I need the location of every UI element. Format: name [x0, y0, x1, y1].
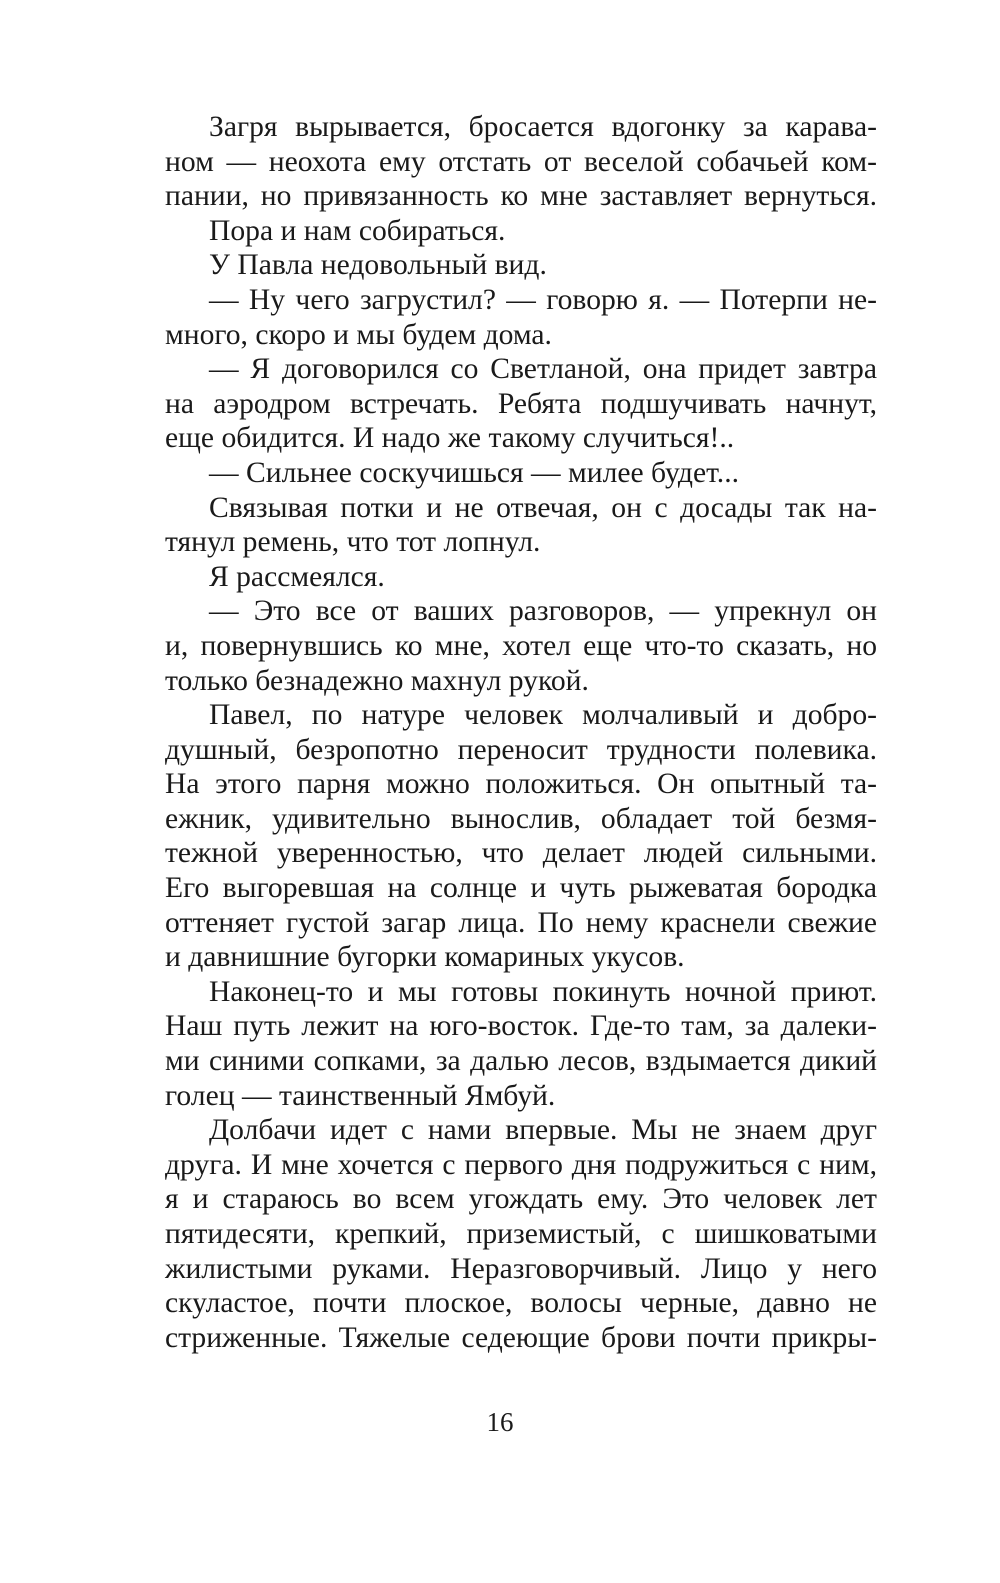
text-line: ном — неохота ему отстать от веселой собачьей ком- — [165, 145, 877, 178]
text-line: Павел, по натуре человек молчаливый и добро- — [209, 699, 877, 732]
text-line: скуластое, почти плоское, волосы черные, давно не — [165, 1287, 877, 1320]
text-line: на аэродром встречать. Ребята подшучивать начнут, — [165, 387, 877, 420]
text-line: я и стараюсь во всем угождать ему. Это человек лет — [165, 1183, 877, 1216]
body-text — [165, 110, 877, 1355]
text-line: и, повернувшись ко мне, хотел еще что-то сказать, но — [165, 629, 877, 662]
text-line: голец — таинственный Ямбуй. — [165, 1079, 556, 1112]
text-line: жилистыми руками. Неразговорчивый. Лицо у него — [165, 1252, 877, 1285]
text-line: стриженные. Тяжелые седеющие брови почти прикры- — [165, 1321, 877, 1354]
text-line: пании, но привязанность ко мне заставляет вернуться. — [165, 180, 877, 213]
text-line: У Павла недовольный вид. — [209, 249, 547, 282]
text-line: — Сильнее соскучишься — милее будет... — [209, 456, 739, 489]
text-line: душный, безропотно переносит трудности полевика. — [165, 733, 877, 766]
text-line: тянул ремень, что тот лопнул. — [165, 526, 541, 559]
text-line: На этого парня можно положиться. Он опытный та- — [165, 768, 877, 801]
page-number: 16 — [486, 1407, 514, 1437]
text-line: Долбачи идет с нами впервые. Мы не знаем друг — [209, 1114, 877, 1147]
text-line: и давнишние бугорки комариных укусов. — [165, 941, 685, 974]
text-line: Связывая потки и не отвечая, он с досады так на- — [209, 491, 877, 524]
text-line: друга. И мне хочется с первого дня подружиться с ним, — [165, 1148, 877, 1181]
text-line: тежной уверенностью, что делает людей сильными. — [165, 837, 877, 870]
text-line: Наконец-то и мы готовы покинуть ночной приют. — [209, 975, 877, 1008]
text-line: Наш путь лежит на юго-восток. Где-то там, за далеки- — [165, 1010, 877, 1043]
text-line: только безнадежно махнул рукой. — [165, 664, 589, 697]
text-line: — Это все от ваших разговоров, — упрекнул он — [209, 595, 877, 628]
text-line: пятидесяти, крепкий, приземистый, с шишковатыми — [165, 1218, 877, 1250]
text-line: еще обидится. И надо же такому случиться!.. — [165, 422, 735, 455]
text-line: Я рассмеялся. — [209, 560, 385, 593]
text-line: — Я договорился со Светланой, она придет завтра — [209, 353, 877, 386]
text-line: оттеняет густой загар лица. По нему краснели свежие — [165, 906, 877, 939]
text-line: Его выгоревшая на солнце и чуть рыжеватая бородка — [165, 872, 877, 905]
text-line: много, скоро и мы будем дома. — [165, 318, 552, 351]
text-line: Пора и нам собираться. — [209, 214, 506, 247]
text-line: Загря вырывается, бросается вдогонку за карава- — [209, 111, 877, 143]
text-line: ежник, удивительно вынослив, обладает той безмя- — [165, 802, 877, 835]
text-line: ми синими сопками, за далью лесов, вздымается дикий — [165, 1045, 877, 1078]
text-line: — Ну чего загрустил? — говорю я. — Потерпи не- — [209, 283, 877, 316]
